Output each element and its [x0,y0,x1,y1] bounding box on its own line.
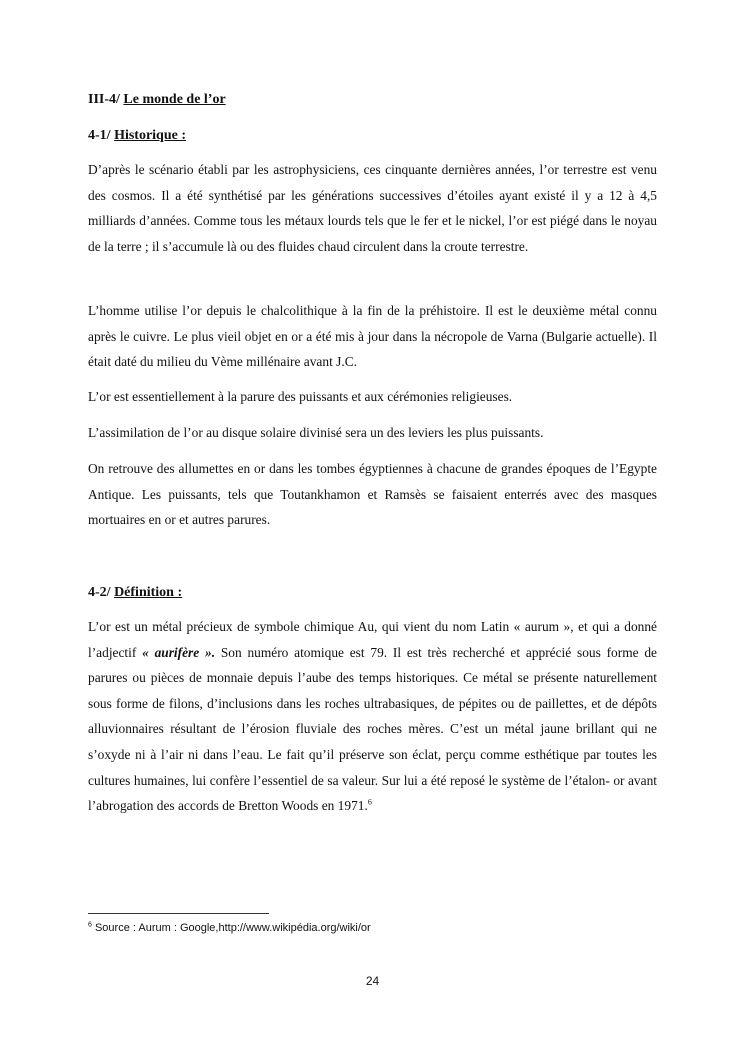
paragraph: L’homme utilise l’or depuis le chalcolithique à la fin de la préhistoire. Il est le deuxième métal connu après le cuivre. Le plus vieil objet en or a été mis à jour dans la nécropole de Varna (Bulgarie actuelle). Il était daté du milieu du Vème millénaire avant J.C. [88,303,657,370]
subsection-number: 4-2/ [88,585,111,600]
footnote-text: Source : Aurum : Google,http://www.wikipédia.org/wiki/or [91,922,371,934]
footnote [88,921,371,935]
footnote-reference[interactable]: 6 [367,797,372,807]
subsection-heading-definition [88,584,182,602]
section-number: III-4/ [88,92,120,107]
subsection-heading-historique [88,127,186,145]
paragraph: On retrouve des allumettes en or dans les tombes égyptiennes à chacune de grandes époques de l’Egypte Antique. Les puissants, tels que Toutankhamon et Ramsès se faisaient enterrés avec des masques mortuaires en or et autres parures. [88,461,657,528]
paragraph-text: L’or est un métal précieux de symbole chimique Au, qui vient du nom Latin « aurum », et qui a donné l’adjectif [88,619,657,660]
section-heading [88,91,226,109]
footnote-separator [88,913,269,914]
paragraph-text: Son numéro atomique est 79. Il est très recherché et apprécié sous forme de parures ou pièces de monnaie depuis l’aube des temps historiques. Ce métal se présente naturellement sous forme de filons, d’inclusions dans les roches ultrabasiques, de pépites ou de paillettes, et de dépôts alluvionnaires résultant de l’érosion fluviale des roches mères. C’est un métal jaune brillant qui ne s’oxyde ni à l’air ni dans l’eau. Le fait qu’il préserve son éclat, perçu comme esthétique par toutes les cultures humaines, lui confère l’essentiel de sa valeur. Sur lui a été reposé le système de l’étalon- or avant l’abrogation des accords de Bretton Woods en 1971. [88,644,657,814]
paragraph-definition [88,614,657,819]
subsection-title: Historique : [114,128,187,143]
footnote-number: 6 [88,921,92,929]
section-title: Le monde de l’or [123,92,226,107]
subsection-number: 4-1/ [88,128,111,143]
paragraph: D’après le scénario établi par les astrophysiciens, ces cinquante dernières années, l’or terrestre est venu des cosmos. Il a été synthétisé par les générations successives d’étoiles ayant existé il y a 12 à 4,5 milliards d’années. Comme tous les métaux lourds tels que le fer et le nickel, l’or est piégé dans le noyau de la terre ; il s’accumule là ou des fluides chaud circulent dans la croute terrestre. [88,162,657,254]
emphasis-term: « aurifère ». [142,644,216,660]
page-number: 24 [365,974,380,988]
paragraph: L’or est essentiellement à la parure des puissants et aux cérémonies religieuses. [88,389,513,404]
paragraph: L’assimilation de l’or au disque solaire divinisé sera un des leviers les plus puissants. [88,425,544,440]
subsection-title: Définition : [114,585,183,600]
